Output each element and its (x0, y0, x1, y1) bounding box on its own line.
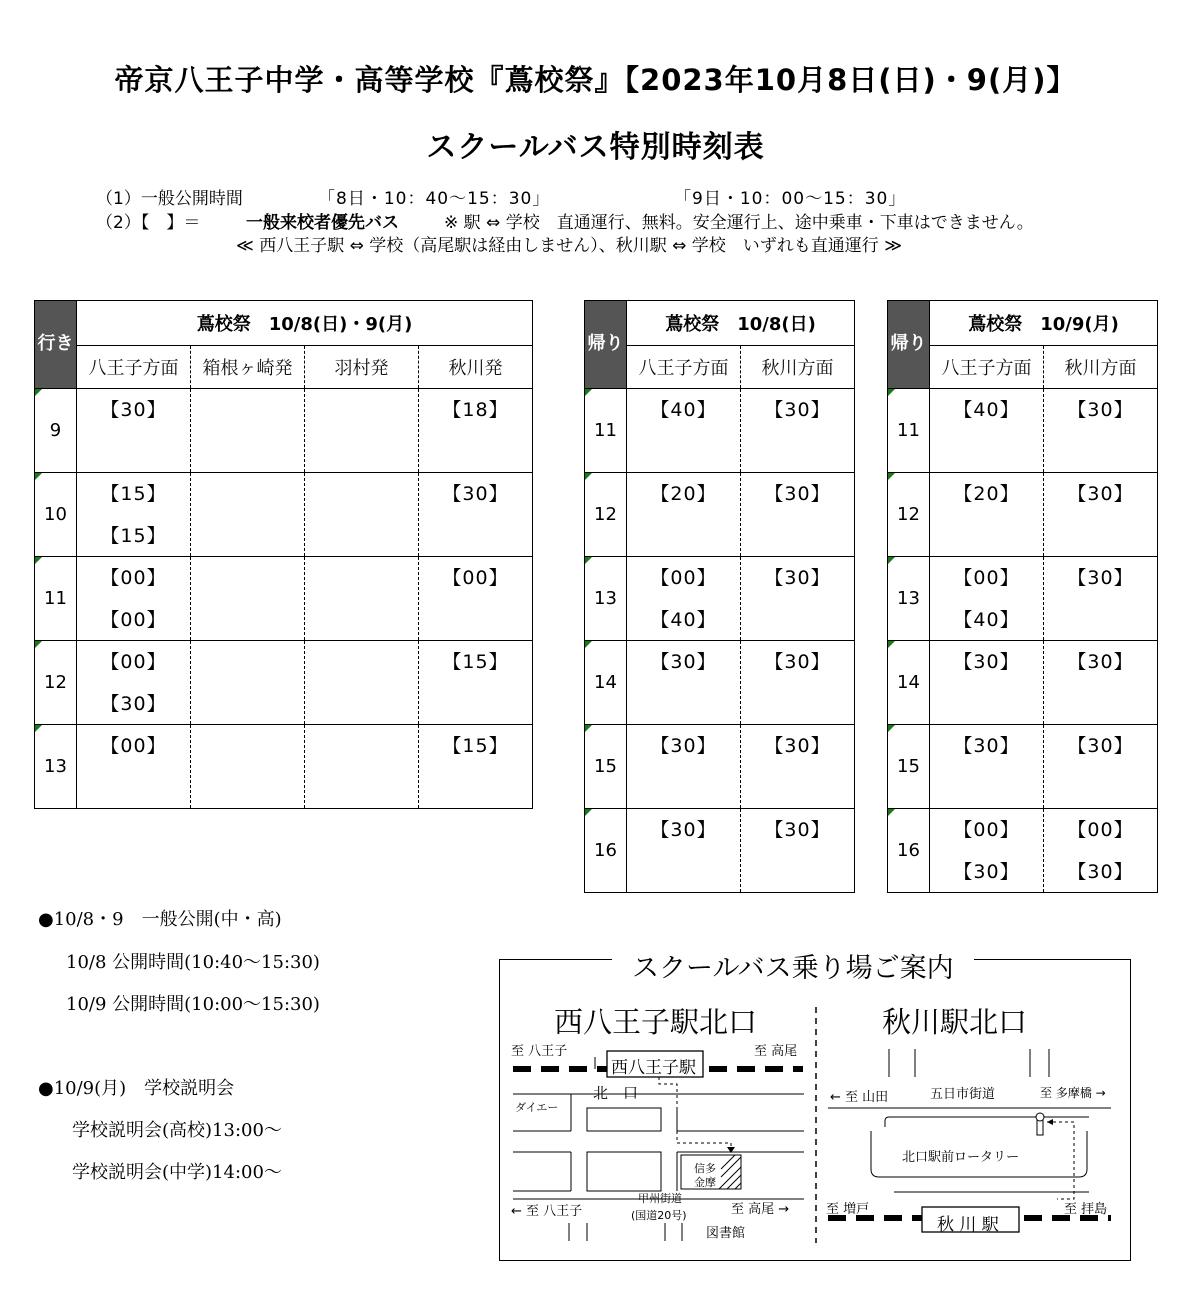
departure-time: 【00】 (953, 819, 1020, 841)
departure-time: 【30】 (953, 735, 1020, 757)
departure-cell (305, 725, 419, 809)
column-header: 八王子方面 (627, 346, 741, 389)
departure-time: 【00】 (100, 735, 167, 757)
map-label: (国道20号) (631, 1209, 687, 1222)
departure-cell (419, 473, 533, 557)
note-priority-bus: 一般来校者優先バス (246, 213, 399, 233)
note-open-hours-label: （1）一般公開時間 (96, 189, 243, 209)
timetable-row (585, 473, 855, 557)
departure-time: 【30】 (1067, 399, 1134, 421)
departure-time: 【15】 (442, 735, 509, 757)
column-header: 秋川方面 (1044, 346, 1158, 389)
cell-marker (585, 473, 592, 480)
timetable-row (35, 557, 533, 641)
map-left-station-name: 西八王子駅北口 (554, 1005, 758, 1039)
open-day-time-9: 10/9 公開時間(10:00～15:30) (66, 994, 320, 1015)
timetable-row (35, 389, 533, 473)
hour-label: 12 (594, 504, 617, 525)
departure-time: 【30】 (100, 693, 167, 715)
cell-marker (888, 389, 895, 396)
hour-label: 16 (594, 840, 617, 861)
departure-time: 【30】 (650, 819, 717, 841)
departure-cell (191, 641, 305, 725)
departure-cell (419, 389, 533, 473)
departure-cell (627, 809, 741, 893)
departure-cell (741, 809, 855, 893)
hour-label: 12 (44, 672, 67, 693)
column-header: 八王子方面 (930, 346, 1044, 389)
timetable-row (888, 725, 1158, 809)
hour-label: 15 (594, 756, 617, 777)
departure-cell (627, 725, 741, 809)
departure-time: 【30】 (764, 483, 831, 505)
outbound-timetable (34, 300, 533, 809)
outbound-header: 蔦校祭 10/8(日)・9(月) (77, 301, 533, 346)
departure-cell (930, 809, 1044, 893)
timetable-row (888, 641, 1158, 725)
hour-cell (35, 389, 77, 473)
departure-cell (77, 725, 191, 809)
note-open-hours-day8: 「8日・10：40～15：30」 (318, 189, 551, 209)
hour-cell (585, 809, 627, 893)
departure-time: 【00】 (442, 567, 509, 589)
return-timetable-10-8 (584, 300, 855, 893)
cell-marker (585, 809, 592, 816)
cell-marker (888, 473, 895, 480)
departure-time: 【30】 (1067, 735, 1134, 757)
hour-cell (585, 641, 627, 725)
departure-cell (77, 389, 191, 473)
departure-cell (930, 473, 1044, 557)
map-label: 北口駅前ロータリー (902, 1150, 1020, 1165)
hour-cell (888, 389, 930, 473)
page-subtitle: スクールバス特別時刻表 (426, 130, 765, 165)
return-timetable-10-9 (887, 300, 1158, 893)
departure-cell (930, 725, 1044, 809)
departure-time: 【40】 (650, 399, 717, 421)
hour-cell (585, 725, 627, 809)
hour-cell (888, 557, 930, 641)
briefing-title: ●10/9(月) 学校説明会 (38, 1078, 235, 1099)
hour-label: 11 (44, 588, 67, 609)
departure-time: 【30】 (650, 735, 717, 757)
map-label: ← 至 八王子 (511, 1204, 583, 1219)
block (587, 1108, 661, 1131)
departure-cell (741, 725, 855, 809)
departure-time: 【30】 (764, 651, 831, 673)
departure-cell (305, 557, 419, 641)
column-header: 箱根ヶ崎発 (191, 346, 305, 389)
departure-cell (627, 473, 741, 557)
departure-cell (930, 557, 1044, 641)
map-label: 五日市街道 (930, 1087, 996, 1102)
departure-time: 【30】 (1067, 567, 1134, 589)
timetable-row (585, 809, 855, 893)
hour-cell (888, 809, 930, 893)
hour-cell (888, 473, 930, 557)
timetable-row (585, 557, 855, 641)
departure-cell (627, 557, 741, 641)
departure-time: 【00】 (650, 567, 717, 589)
departure-time: 【15】 (442, 651, 509, 673)
departure-cell (627, 389, 741, 473)
departure-cell (191, 725, 305, 809)
departure-time: 【30】 (1067, 483, 1134, 505)
column-header: 八王子方面 (77, 346, 191, 389)
map-label: 信多 (694, 1162, 716, 1175)
departure-cell (419, 641, 533, 725)
hour-label: 11 (594, 420, 617, 441)
map-label: 金摩 (694, 1176, 716, 1189)
hour-label: 11 (897, 420, 920, 441)
timetable-row (888, 389, 1158, 473)
cell-marker (585, 389, 592, 396)
map-label: 至 拝島 (1064, 1202, 1108, 1217)
briefing-high-school: 学校説明会(高校)13:00～ (72, 1120, 282, 1141)
map-title: スクールバス乗り場ご案内 (612, 946, 974, 985)
cell-marker (35, 725, 42, 732)
hour-cell (888, 641, 930, 725)
timetable-row (585, 725, 855, 809)
page-title: 帝京八王子中学・高等学校『蔦校祭』【2023年10月8日(日)・9(月)】 (114, 63, 1077, 97)
departure-time: 【30】 (764, 819, 831, 841)
map-left-station: 西八王子駅 (611, 1058, 696, 1078)
departure-cell (77, 557, 191, 641)
departure-cell (741, 641, 855, 725)
departure-cell (1044, 557, 1158, 641)
return-side-label: 帰り (585, 301, 627, 389)
map-label: 北 口 (593, 1084, 639, 1102)
departure-time: 【40】 (650, 609, 717, 631)
map-label: 至 増戸 (826, 1202, 870, 1217)
departure-cell (741, 473, 855, 557)
departure-cell (77, 473, 191, 557)
cell-marker (888, 641, 895, 648)
departure-cell (1044, 389, 1158, 473)
map-right-station-name: 秋川駅北口 (882, 1005, 1028, 1039)
departure-time: 【00】 (953, 567, 1020, 589)
departure-cell (627, 641, 741, 725)
departure-time: 【15】 (100, 525, 167, 547)
departure-cell (419, 725, 533, 809)
timetable-row (585, 641, 855, 725)
departure-time: 【15】 (100, 483, 167, 505)
hour-cell (888, 725, 930, 809)
departure-time: 【30】 (1067, 651, 1134, 673)
departure-time: 【30】 (764, 567, 831, 589)
hour-label: 12 (897, 504, 920, 525)
hour-label: 10 (44, 504, 67, 525)
map-label: 図書館 (706, 1226, 746, 1241)
departure-cell (191, 473, 305, 557)
note-routes: ≪ 西八王子駅 ⇔ 学校（高尾駅は経由しません）、秋川駅 ⇔ 学校 いずれも直通運行 ≫ (236, 236, 903, 256)
cell-marker (888, 809, 895, 816)
cell-marker (888, 557, 895, 564)
outbound-side-label: 行き (35, 301, 77, 389)
note-bracket-legend: （2）【 】＝ (96, 213, 201, 233)
departure-time: 【30】 (953, 651, 1020, 673)
timetable-row (888, 809, 1158, 893)
briefing-junior-high: 学校説明会(中学)14:00～ (72, 1162, 282, 1183)
timetable-row (888, 473, 1158, 557)
departure-time: 【00】 (100, 609, 167, 631)
hour-label: 14 (594, 672, 617, 693)
departure-cell (1044, 473, 1158, 557)
map-label: ← 至 山田 (830, 1090, 889, 1105)
departure-cell (77, 641, 191, 725)
departure-cell (741, 557, 855, 641)
cell-marker (35, 473, 42, 480)
departure-cell (191, 557, 305, 641)
column-header: 秋川方面 (741, 346, 855, 389)
departure-cell (305, 641, 419, 725)
departure-cell (305, 473, 419, 557)
walk-route-left (659, 1077, 731, 1151)
departure-cell (1044, 725, 1158, 809)
hour-cell (35, 557, 77, 641)
departure-time: 【20】 (650, 483, 717, 505)
cell-marker (35, 389, 42, 396)
cell-marker (888, 725, 895, 732)
departure-time: 【30】 (764, 399, 831, 421)
timetable-row (35, 725, 533, 809)
hour-label: 13 (44, 756, 67, 777)
map-label: ダイエー (515, 1101, 559, 1114)
departure-time: 【30】 (100, 399, 167, 421)
departure-time: 【18】 (442, 399, 509, 421)
note-direct-service: ※ 駅 ⇔ 学校 直通運行、無料。安全運行上、途中乗車・下車はできません。 (444, 213, 1034, 233)
timetable-row (35, 473, 533, 557)
map-right-station: 秋 川 駅 (937, 1215, 999, 1235)
hour-cell (585, 389, 627, 473)
departure-time: 【30】 (953, 861, 1020, 883)
departure-cell (741, 389, 855, 473)
map-label: 甲州街道 (638, 1192, 682, 1205)
column-header: 秋川発 (419, 346, 533, 389)
departure-cell (419, 557, 533, 641)
departure-cell (1044, 809, 1158, 893)
map-label: 至 高尾 (754, 1044, 798, 1059)
hour-cell (35, 473, 77, 557)
timetable-row (585, 389, 855, 473)
cell-marker (585, 641, 592, 648)
return-header: 蔦校祭 10/8(日) (627, 301, 855, 346)
hour-label: 15 (897, 756, 920, 777)
departure-cell (930, 389, 1044, 473)
hour-label: 13 (594, 588, 617, 609)
cell-marker (35, 557, 42, 564)
block (587, 1152, 661, 1191)
departure-cell (191, 389, 305, 473)
departure-time: 【20】 (953, 483, 1020, 505)
note-open-hours-day9: 「9日・10：00～15：30」 (674, 189, 907, 209)
cell-marker (585, 725, 592, 732)
departure-time: 【30】 (650, 651, 717, 673)
departure-time: 【00】 (100, 567, 167, 589)
cell-marker (35, 641, 42, 648)
departure-time: 【30】 (442, 483, 509, 505)
hour-label: 13 (897, 588, 920, 609)
column-header: 羽村発 (305, 346, 419, 389)
open-day-title: ●10/8・9 一般公開(中・高) (38, 909, 282, 930)
timetable-row (35, 641, 533, 725)
map-label: 至 高尾 → (731, 1202, 790, 1217)
open-day-time-8: 10/8 公開時間(10:40～15:30) (66, 952, 320, 973)
hour-label: 9 (49, 420, 62, 441)
departure-cell (1044, 641, 1158, 725)
departure-time: 【30】 (764, 735, 831, 757)
departure-time: 【30】 (1067, 861, 1134, 883)
return-header: 蔦校祭 10/9(月) (930, 301, 1158, 346)
departure-time: 【00】 (100, 651, 167, 673)
departure-time: 【40】 (953, 399, 1020, 421)
hour-cell (35, 641, 77, 725)
hour-label: 14 (897, 672, 920, 693)
timetable-row (888, 557, 1158, 641)
hour-cell (35, 725, 77, 809)
hour-label: 16 (897, 840, 920, 861)
map-label: 至 八王子 (511, 1044, 568, 1059)
hour-cell (585, 557, 627, 641)
return-side-label: 帰り (888, 301, 930, 389)
departure-time: 【40】 (953, 609, 1020, 631)
departure-time: 【00】 (1067, 819, 1134, 841)
hour-cell (585, 473, 627, 557)
departure-cell (305, 389, 419, 473)
map-label: 至 多摩橋 → (1040, 1086, 1106, 1100)
cell-marker (585, 557, 592, 564)
departure-cell (930, 641, 1044, 725)
